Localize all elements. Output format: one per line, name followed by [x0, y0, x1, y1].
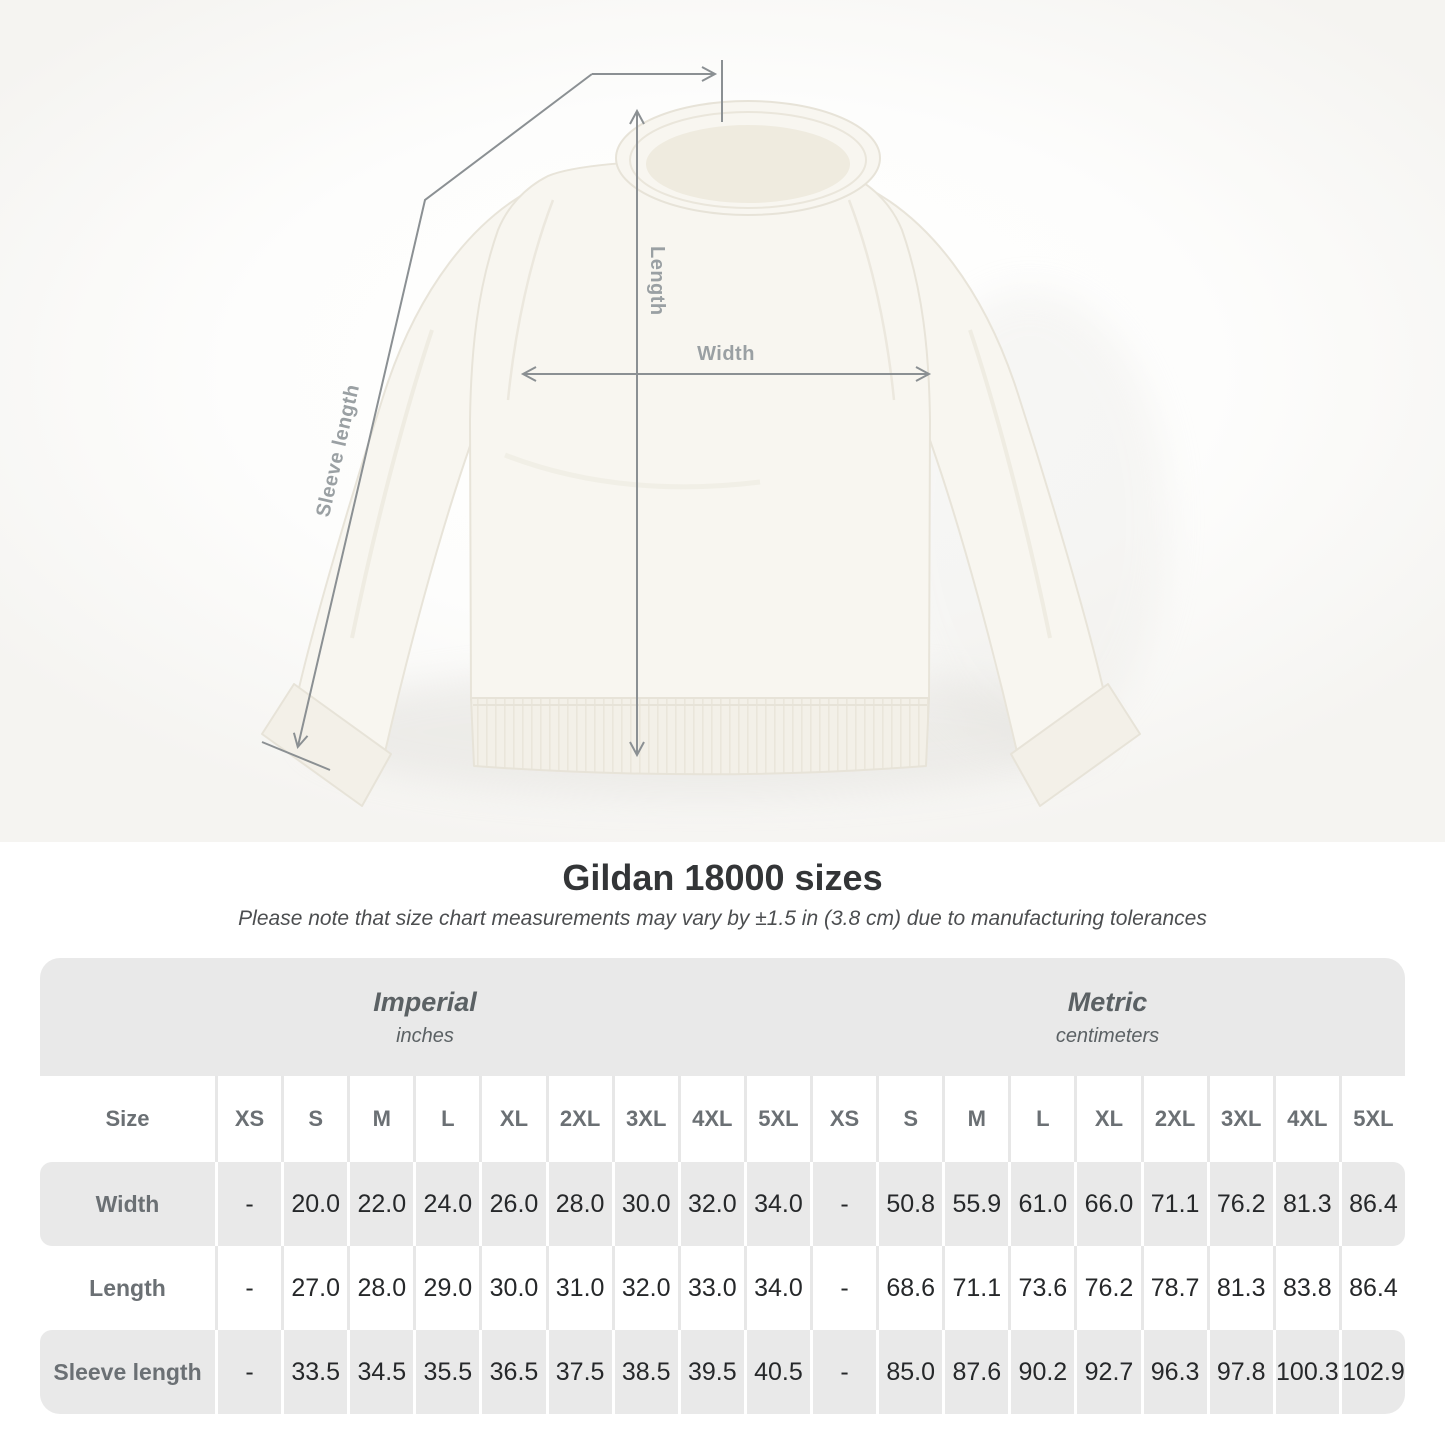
- size-chart-table: [40, 958, 1405, 1414]
- value-cell: 86.4: [1339, 1162, 1405, 1246]
- value-cell: 32.0: [612, 1246, 678, 1330]
- value-cell: 32.0: [678, 1162, 744, 1246]
- size-header-cell: 2XL: [546, 1076, 612, 1162]
- value-cell: 90.2: [1008, 1330, 1074, 1414]
- size-header-cell: L: [413, 1076, 479, 1162]
- value-cell: 26.0: [479, 1162, 545, 1246]
- value-cell: 68.6: [876, 1246, 942, 1330]
- value-cell: 34.5: [347, 1330, 413, 1414]
- value-cell: 71.1: [942, 1246, 1008, 1330]
- imperial-title: Imperial: [373, 986, 477, 1017]
- value-cell: 55.9: [942, 1162, 1008, 1246]
- value-cell: -: [810, 1330, 876, 1414]
- value-cell: 81.3: [1273, 1162, 1339, 1246]
- value-cell: 100.3: [1273, 1330, 1339, 1414]
- metric-unit: centimeters: [1055, 1024, 1160, 1047]
- size-header-cell: XL: [479, 1076, 545, 1162]
- value-cell: 76.2: [1074, 1246, 1140, 1330]
- value-cell: 34.0: [744, 1162, 810, 1246]
- value-cell: 40.5: [744, 1330, 810, 1414]
- value-cell: 35.5: [413, 1330, 479, 1414]
- length-measure-label: Length: [646, 246, 668, 316]
- table-row-length: [40, 1246, 1405, 1330]
- value-cell: -: [810, 1246, 876, 1330]
- value-cell: 83.8: [1273, 1246, 1339, 1330]
- size-header-cell: XS: [215, 1076, 281, 1162]
- size-header-cell: 4XL: [1273, 1076, 1339, 1162]
- value-cell: 50.8: [876, 1162, 942, 1246]
- collar-inner: [646, 125, 850, 203]
- sweatshirt-illustration: [262, 101, 1140, 806]
- value-cell: 87.6: [942, 1330, 1008, 1414]
- value-cell: 33.5: [281, 1330, 347, 1414]
- value-cell: 20.0: [281, 1162, 347, 1246]
- table-row-width: [40, 1162, 1405, 1246]
- tolerance-note: Please note that size chart measurements may vary by ±1.5 in (3.8 cm) due to manufacturing tolerances: [238, 907, 1207, 930]
- size-col-header: Size: [105, 1106, 150, 1131]
- size-header-row: [40, 1076, 1405, 1162]
- value-cell: 97.8: [1207, 1330, 1273, 1414]
- value-cell: 78.7: [1141, 1246, 1207, 1330]
- value-cell: 24.0: [413, 1162, 479, 1246]
- unit-group-row: [40, 958, 1405, 1076]
- size-header-cell: S: [281, 1076, 347, 1162]
- row-label: Sleeve length: [53, 1358, 202, 1385]
- value-cell: 102.9: [1339, 1330, 1405, 1414]
- value-cell: 31.0: [546, 1246, 612, 1330]
- size-header-cell: 3XL: [612, 1076, 678, 1162]
- page-title: Gildan 18000 sizes: [562, 857, 883, 898]
- value-cell: 22.0: [347, 1162, 413, 1246]
- size-header-cell: XS: [810, 1076, 876, 1162]
- row-label: Width: [95, 1190, 160, 1217]
- value-cell: 96.3: [1141, 1330, 1207, 1414]
- size-header-cell: 3XL: [1207, 1076, 1273, 1162]
- size-header-cell: M: [942, 1076, 1008, 1162]
- value-cell: 34.0: [744, 1246, 810, 1330]
- value-cell: 37.5: [546, 1330, 612, 1414]
- value-cell: 86.4: [1339, 1246, 1405, 1330]
- size-header-cell: 4XL: [678, 1076, 744, 1162]
- width-measure-label: Width: [697, 343, 755, 365]
- value-cell: 61.0: [1008, 1162, 1074, 1246]
- value-cell: 73.6: [1008, 1246, 1074, 1330]
- row-label: Length: [89, 1274, 166, 1301]
- value-cell: -: [215, 1162, 281, 1246]
- size-header-cell: M: [347, 1076, 413, 1162]
- value-cell: 39.5: [678, 1330, 744, 1414]
- value-cell: -: [215, 1246, 281, 1330]
- value-cell: 92.7: [1074, 1330, 1140, 1414]
- metric-title: Metric: [1067, 986, 1148, 1017]
- metric-group-header: [810, 958, 1405, 1076]
- value-cell: 27.0: [281, 1246, 347, 1330]
- value-cell: 30.0: [612, 1162, 678, 1246]
- value-cell: -: [810, 1162, 876, 1246]
- value-cell: 85.0: [876, 1330, 942, 1414]
- size-header-cell: XL: [1074, 1076, 1140, 1162]
- value-cell: 28.0: [546, 1162, 612, 1246]
- size-header-cell: S: [876, 1076, 942, 1162]
- size-header-cell: L: [1008, 1076, 1074, 1162]
- value-cell: 38.5: [612, 1330, 678, 1414]
- value-cell: 36.5: [479, 1330, 545, 1414]
- value-cell: 29.0: [413, 1246, 479, 1330]
- sleeve-measure-label: Sleeve length: [312, 382, 365, 520]
- value-cell: 28.0: [347, 1246, 413, 1330]
- value-cell: -: [215, 1330, 281, 1414]
- value-cell: 81.3: [1207, 1246, 1273, 1330]
- imperial-unit: inches: [396, 1024, 454, 1047]
- value-cell: 76.2: [1207, 1162, 1273, 1246]
- size-header-cell: 5XL: [744, 1076, 810, 1162]
- size-header-cell: 2XL: [1141, 1076, 1207, 1162]
- imperial-group-header: [40, 958, 810, 1076]
- size-header-cell: 5XL: [1339, 1076, 1405, 1162]
- value-cell: 66.0: [1074, 1162, 1140, 1246]
- value-cell: 30.0: [479, 1246, 545, 1330]
- value-cell: 33.0: [678, 1246, 744, 1330]
- table-row-sleeve-length: [40, 1330, 1405, 1414]
- waistband: [471, 698, 929, 774]
- value-cell: 71.1: [1141, 1162, 1207, 1246]
